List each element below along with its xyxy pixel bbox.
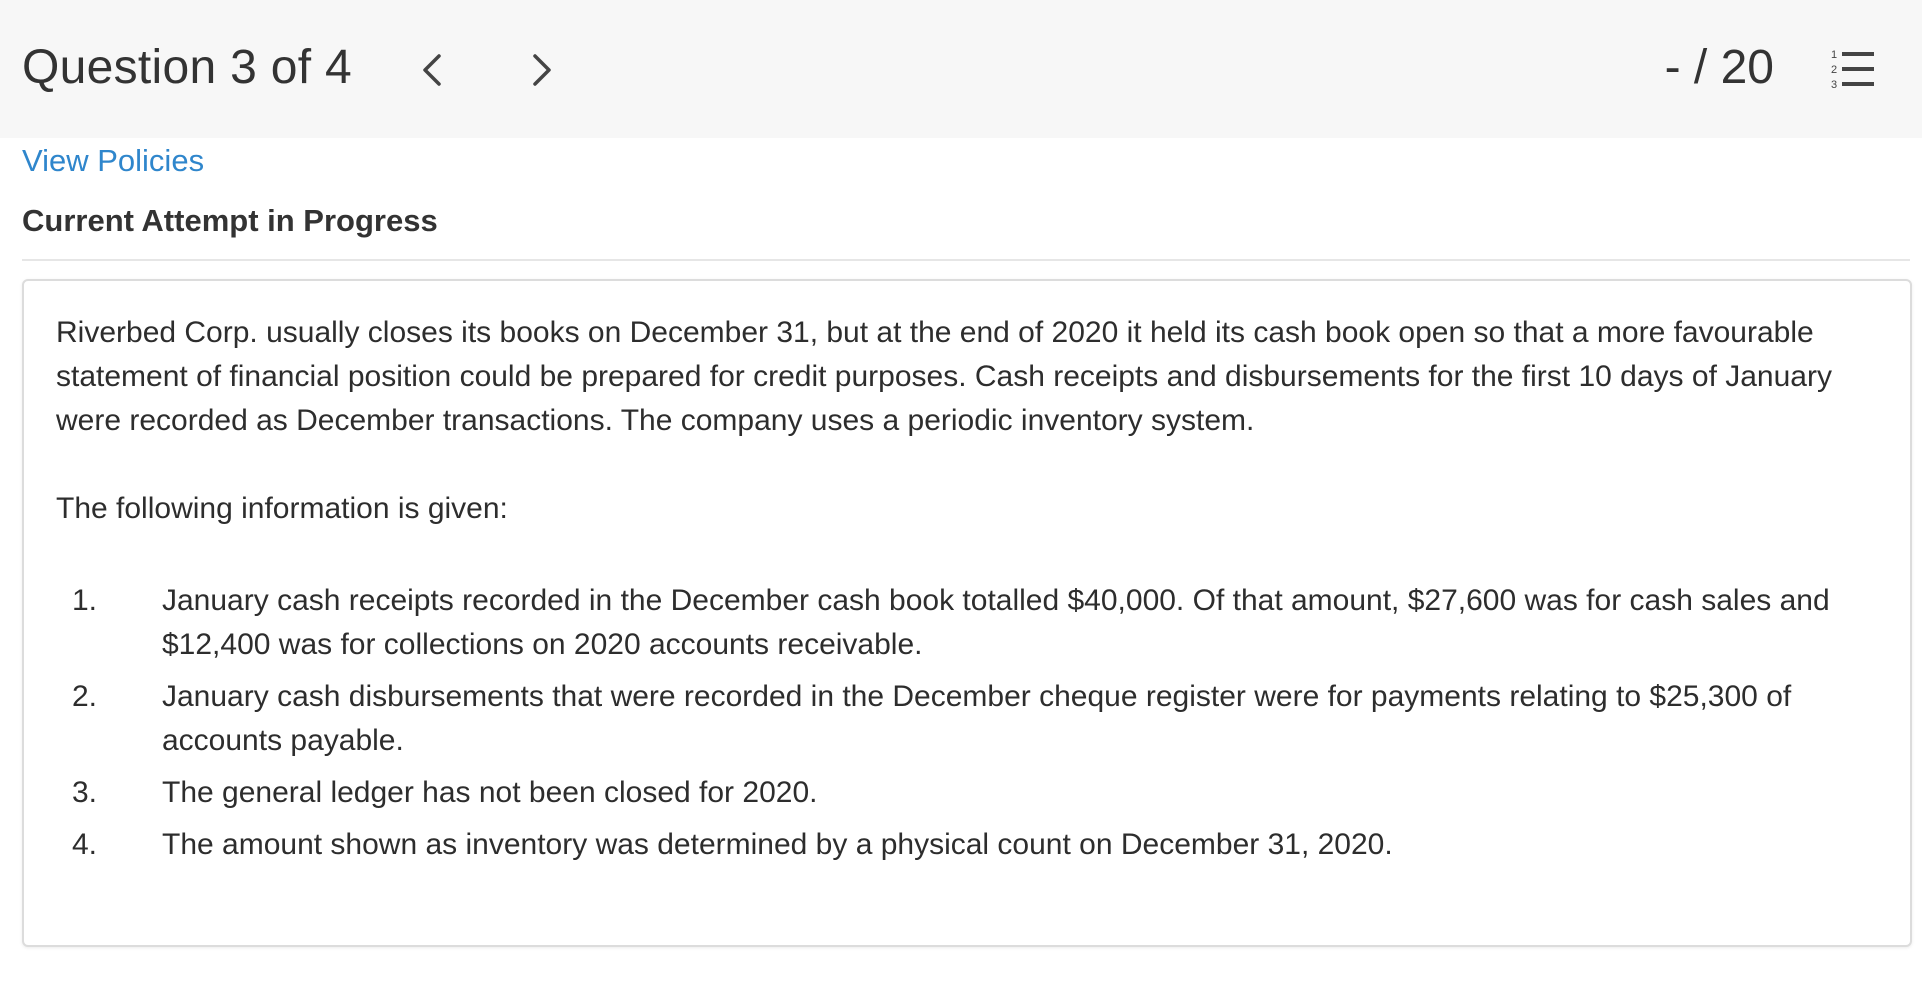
question-counter: Question 3 of 4 [22, 41, 353, 94]
list-item [56, 675, 1856, 763]
question-card [22, 279, 1912, 947]
svg-text:3: 3 [1831, 79, 1838, 91]
list-item [56, 823, 1856, 867]
list-item-number: 2. [72, 680, 98, 713]
question-score: - / 20 [1664, 41, 1774, 94]
list-item-number: 4. [72, 828, 98, 861]
chevron-left-icon [421, 53, 443, 87]
previous-question-button[interactable] [410, 42, 454, 98]
question-header [0, 0, 1922, 138]
given-intro: The following information is given: [56, 492, 508, 525]
chevron-right-icon [531, 53, 553, 87]
given-list [56, 579, 1856, 875]
question-list-button[interactable] [1830, 46, 1876, 92]
svg-text:1: 1 [1831, 49, 1838, 61]
list-item-number: 3. [72, 776, 98, 809]
attempt-status: Current Attempt in Progress [22, 203, 438, 238]
list-item-text: January cash receipts recorded in the December cash book totalled $40,000. Of that amount, $27,600 was for cash sales and $12,400 was for collections on 2020 accounts receivable. [162, 584, 1830, 661]
divider [22, 259, 1910, 261]
list-item-number: 1. [72, 584, 98, 617]
view-policies-link[interactable]: View Policies [22, 143, 205, 178]
list-item [56, 579, 1856, 667]
list-item [56, 771, 1856, 815]
list-item-text: The amount shown as inventory was determined by a physical count on December 31, 2020. [162, 828, 1393, 861]
svg-text:2: 2 [1831, 64, 1838, 76]
numbered-list-icon [1830, 46, 1876, 92]
list-item-text: The general ledger has not been closed for 2020. [162, 776, 818, 809]
list-item-text: January cash disbursements that were recorded in the December cheque register were for payments relating to $25,300 of accounts payable. [162, 680, 1792, 757]
question-paragraph: Riverbed Corp. usually closes its books on December 31, but at the end of 2020 it held its cash book open so that a more favourable statement of financial position could be prepared for credit purposes. Cash receipts and disbursements for the first 10 days of January were recorded as December transactions. The company uses a periodic inventory system. [56, 316, 1832, 437]
next-question-button[interactable] [520, 42, 564, 98]
